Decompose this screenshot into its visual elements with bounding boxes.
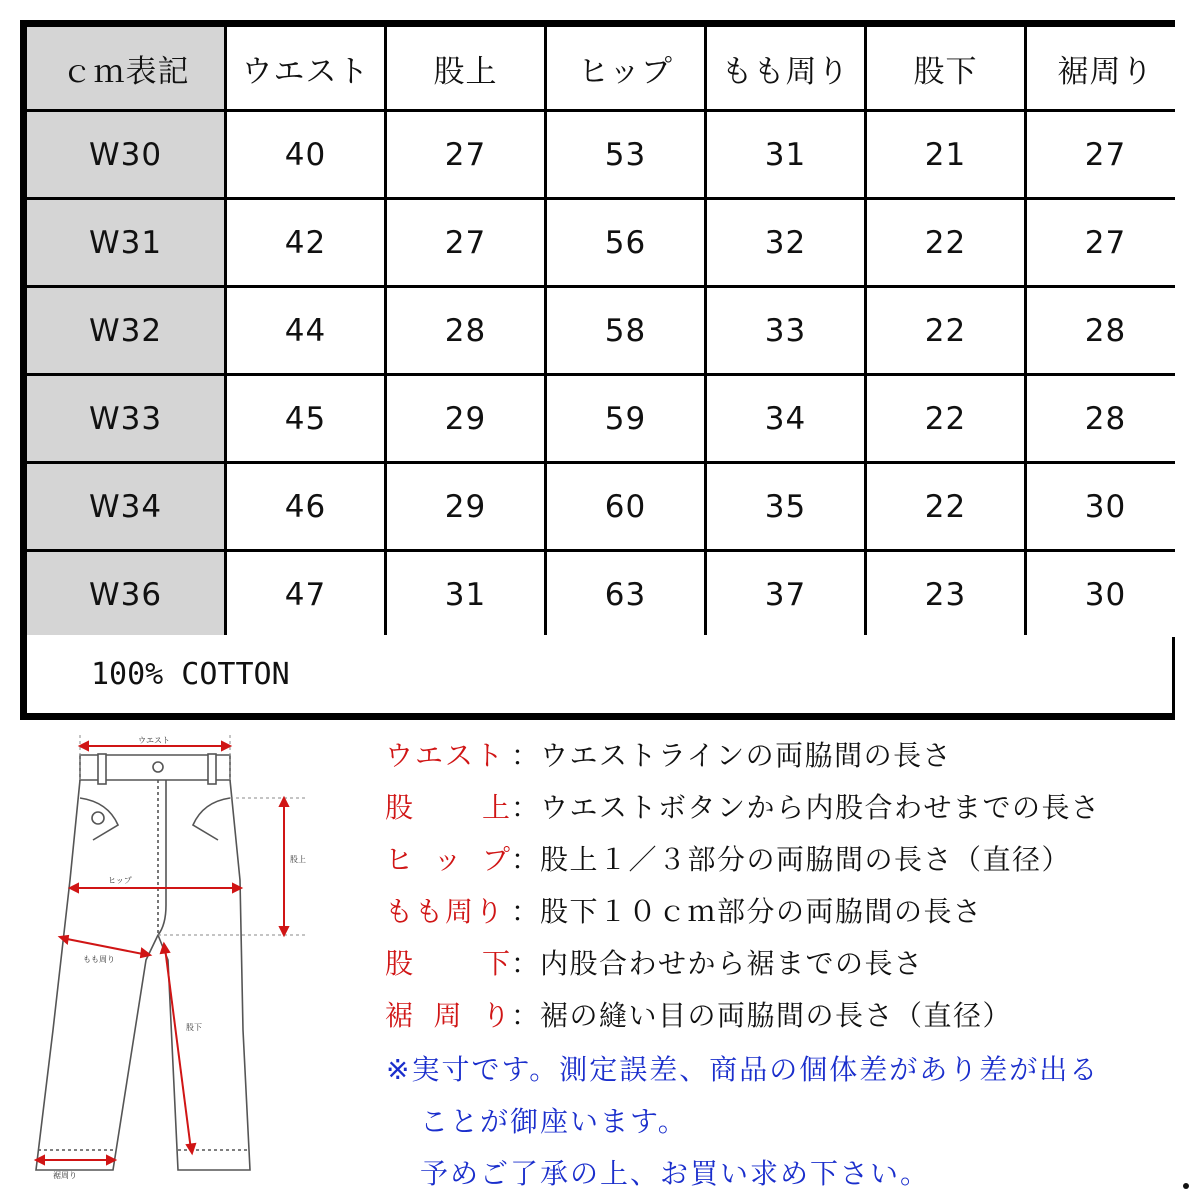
table-cell: 23	[867, 552, 1024, 637]
table-cell: 27	[1027, 112, 1184, 197]
diagram-label-inseam: 股下	[186, 1023, 202, 1032]
table-cell: 22	[867, 288, 1024, 373]
term-char: ッ	[433, 843, 462, 876]
table-cell: 30	[1027, 464, 1184, 549]
header-rise: 股上	[387, 27, 544, 109]
term-char: 下	[481, 947, 510, 980]
table-cell: 53	[547, 112, 704, 197]
note-line-3: 予めご了承の上、お買い求め下さい。	[420, 1157, 931, 1190]
table-cell: 30	[1027, 552, 1184, 637]
definition-inseam	[385, 936, 924, 988]
table-cell: 34	[707, 376, 864, 461]
term-char: 裾	[385, 999, 414, 1032]
row-size-label: W33	[27, 376, 224, 461]
term-char: 股	[385, 947, 414, 980]
definition-waist	[385, 728, 952, 780]
definition-rise	[385, 780, 1101, 832]
colon: ：	[510, 999, 539, 1032]
table-cell: 45	[227, 376, 384, 461]
row-size-label: W31	[27, 200, 224, 285]
desc-hem: 裾の縫い目の両脇間の長さ（直径）	[540, 999, 1013, 1032]
jeans-outline	[36, 754, 250, 1170]
table-cell: 22	[867, 464, 1024, 549]
size-table	[20, 20, 1175, 720]
row-size-label: W34	[27, 464, 224, 549]
desc-waist: ウエストラインの両脇間の長さ	[540, 739, 953, 772]
table-cell: 32	[707, 200, 864, 285]
row-size-label: W32	[27, 288, 224, 373]
diagram-label-waist: ウエスト	[138, 736, 170, 745]
table-cell: 42	[227, 200, 384, 285]
desc-hip: 股上１／３部分の両脇間の長さ（直径）	[540, 843, 1072, 876]
term-char: 股	[385, 791, 414, 824]
term-thigh: もも周り	[385, 895, 506, 928]
term-waist: ウエスト	[385, 739, 506, 772]
note-line-2: ことが御座います。	[420, 1105, 688, 1138]
term-rise	[385, 786, 510, 826]
diagram-labels	[53, 736, 306, 1180]
header-waist: ウエスト	[227, 27, 384, 109]
term-char: プ	[481, 843, 510, 876]
desc-rise: ウエストボタンから内股合わせまでの長さ	[540, 791, 1101, 824]
table-cell: 60	[547, 464, 704, 549]
table-cell: 56	[547, 200, 704, 285]
definition-thigh	[385, 884, 983, 936]
note-line-1: ※実寸です。測定誤差、商品の個体差があり差が出る	[386, 1053, 1100, 1086]
table-cell: 63	[547, 552, 704, 637]
table-cell: 27	[387, 112, 544, 197]
term-hem	[385, 994, 510, 1034]
diagram-label-rise: 股上	[290, 855, 306, 864]
row-size-label: W30	[27, 112, 224, 197]
table-cell: 58	[547, 288, 704, 373]
table-cell: 27	[387, 200, 544, 285]
table-cell: 28	[1027, 376, 1184, 461]
table-cell: 44	[227, 288, 384, 373]
table-cell: 29	[387, 464, 544, 549]
term-char: 周	[433, 999, 462, 1032]
table-cell: 59	[547, 376, 704, 461]
header-unit: ｃｍ表記	[27, 27, 224, 109]
measure-arrows	[36, 742, 288, 1164]
diagram-label-thigh: もも周り	[83, 955, 115, 964]
table-cell: 22	[867, 200, 1024, 285]
header-thigh: もも周り	[707, 27, 864, 109]
table-cell: 46	[227, 464, 384, 549]
table-cell: 27	[1027, 200, 1184, 285]
material-text: 100% COTTON	[91, 656, 290, 692]
term-char: ヒ	[385, 843, 414, 876]
table-cell: 28	[1027, 288, 1184, 373]
table-cell: 33	[707, 288, 864, 373]
colon: ：	[510, 739, 539, 772]
row-size-label: W36	[27, 552, 224, 637]
header-inseam: 股下	[867, 27, 1024, 109]
diagram-label-hem: 裾周り	[53, 1171, 77, 1180]
table-cell: 21	[867, 112, 1024, 197]
colon: ：	[510, 843, 539, 876]
term-char: り	[481, 999, 510, 1032]
definition-hem	[385, 988, 1012, 1040]
desc-inseam: 内股合わせから裾までの長さ	[540, 947, 924, 980]
header-hem: 裾周り	[1027, 27, 1184, 109]
jeans-measurement-diagram	[18, 730, 358, 1195]
term-hip	[385, 838, 510, 878]
term-char: 上	[481, 791, 510, 824]
corner-dot	[1183, 1183, 1189, 1189]
table-cell: 37	[707, 552, 864, 637]
size-grid	[27, 27, 1172, 630]
table-cell: 31	[387, 552, 544, 637]
table-cell: 35	[707, 464, 864, 549]
desc-thigh: 股下１０ｃｍ部分の両脇間の長さ	[540, 895, 983, 928]
header-hip: ヒップ	[547, 27, 704, 109]
term-inseam	[385, 942, 510, 982]
colon: ：	[510, 895, 539, 928]
table-cell: 22	[867, 376, 1024, 461]
colon: ：	[510, 791, 539, 824]
table-cell: 28	[387, 288, 544, 373]
diagram-label-hip: ヒップ	[108, 876, 132, 885]
definition-hip	[385, 832, 1071, 884]
table-cell: 40	[227, 112, 384, 197]
table-cell: 47	[227, 552, 384, 637]
table-cell: 31	[707, 112, 864, 197]
guide-lines	[80, 735, 308, 935]
material-row	[27, 635, 1172, 713]
colon: ：	[510, 947, 539, 980]
table-cell: 29	[387, 376, 544, 461]
